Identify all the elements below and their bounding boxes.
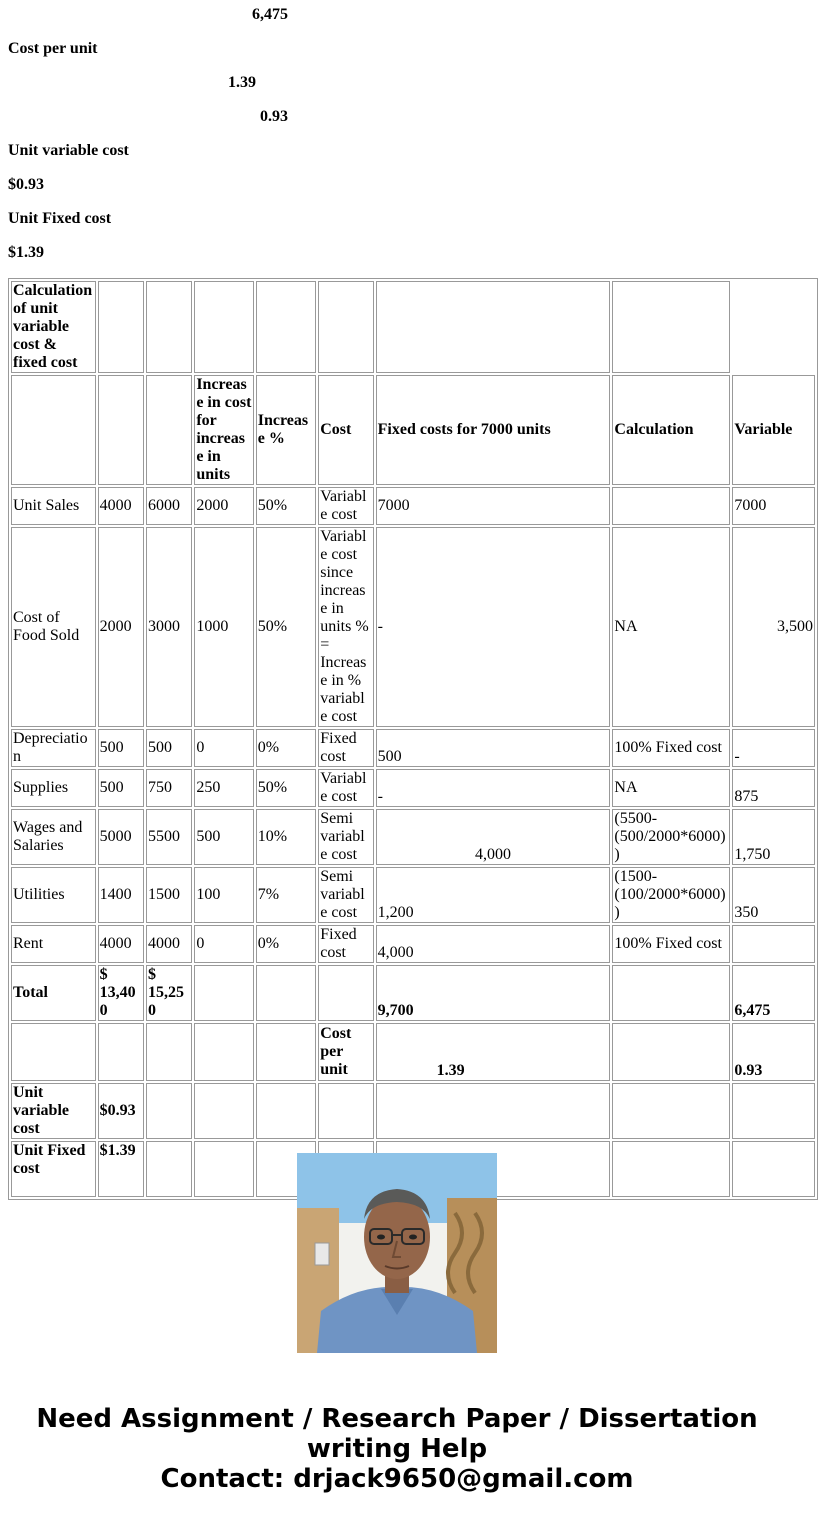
- table-title: Calculation of unit variable cost & fixed cost: [11, 281, 96, 373]
- banner-contact-email[interactable]: Contact: drjack9650@gmail.com: [160, 1464, 634, 1494]
- summary-variable-per-unit: 0.93: [260, 108, 288, 125]
- table-header-row: [11, 375, 815, 485]
- header-variable: Variable: [732, 375, 815, 485]
- cost-table-viewport: [8, 278, 813, 1177]
- row-item: Utilities: [11, 867, 96, 923]
- table-title-row: [11, 281, 815, 373]
- table-row: Wages and Salaries 5000 5500 500 10% Semi variable cost 4,000 (5500-(500/2000*6000)) 1,750: [11, 809, 815, 865]
- table-row: Depreciation 500 500 0 0% Fixed cost 500 100% Fixed cost -: [11, 729, 815, 767]
- summary-unit-fixed-label: Unit Fixed cost: [8, 210, 112, 227]
- table-unit-variable-row: Unit variable cost $0.93: [11, 1083, 815, 1139]
- table-row: Cost of Food Sold 2000 3000 1000 50% Variable cost since increase in units % = Increase in % variable cost - NA 3,500: [13, 528, 813, 725]
- row-item: Cost of Food Sold: [11, 527, 96, 727]
- table-row: Unit Sales 4000 6000 2000 50% Variable cost 7000 7000: [11, 487, 815, 525]
- header-calculation: Calculation: [612, 375, 730, 485]
- table-row: Supplies 500 750 250 50% Variable cost - NA 875: [11, 769, 815, 807]
- row-item: Supplies: [11, 769, 96, 807]
- contact-banner: [0, 1404, 794, 1494]
- table-row: Rent 4000 4000 0 0% Fixed cost 4,000 100% Fixed cost: [11, 925, 815, 963]
- cost-calculation-table: [8, 278, 818, 1200]
- total-label: Total: [11, 965, 96, 1021]
- banner-line-1: Need Assignment / Research Paper / Dissertation: [36, 1404, 758, 1434]
- summary-unit-variable-value: $0.93: [8, 176, 44, 193]
- table-per-unit-row: Cost per unit 1.39 0.93: [11, 1023, 815, 1081]
- row-item: Depreciation: [11, 729, 96, 767]
- per-unit-label: Cost per unit: [318, 1023, 373, 1081]
- header-increase-cost: Increase in cost for increase in units: [194, 375, 253, 485]
- table-unit-fixed-row: Unit Fixed cost $1.39: [11, 1141, 815, 1197]
- row-item: Rent: [11, 925, 96, 963]
- summary-fixed-per-unit: 1.39: [228, 74, 256, 91]
- author-avatar: [297, 1153, 497, 1353]
- table-row: Utilities 1400 1500 100 7% Semi variable cost 1,200 (1500-(100/2000*6000)) 350: [11, 867, 815, 923]
- summary-cost-per-unit-label: Cost per unit: [8, 40, 98, 57]
- author-photo-illustration: [297, 1153, 497, 1353]
- header-increase-pct: Increase %: [256, 375, 316, 485]
- banner-line-2: writing Help: [306, 1434, 488, 1464]
- summary-unit-variable-label: Unit variable cost: [8, 142, 129, 159]
- row-item: Unit Sales: [11, 487, 96, 525]
- header-cost: Cost: [318, 375, 373, 485]
- summary-unit-fixed-value: $1.39: [8, 244, 44, 261]
- row-item: Wages and Salaries: [11, 809, 96, 865]
- summary-total-variable: 6,475: [252, 6, 288, 23]
- header-fixed-costs: Fixed costs for 7000 units: [376, 375, 611, 485]
- table-total-row: Total $ 13,400 $ 15,250 9,700 6,475: [11, 965, 815, 1021]
